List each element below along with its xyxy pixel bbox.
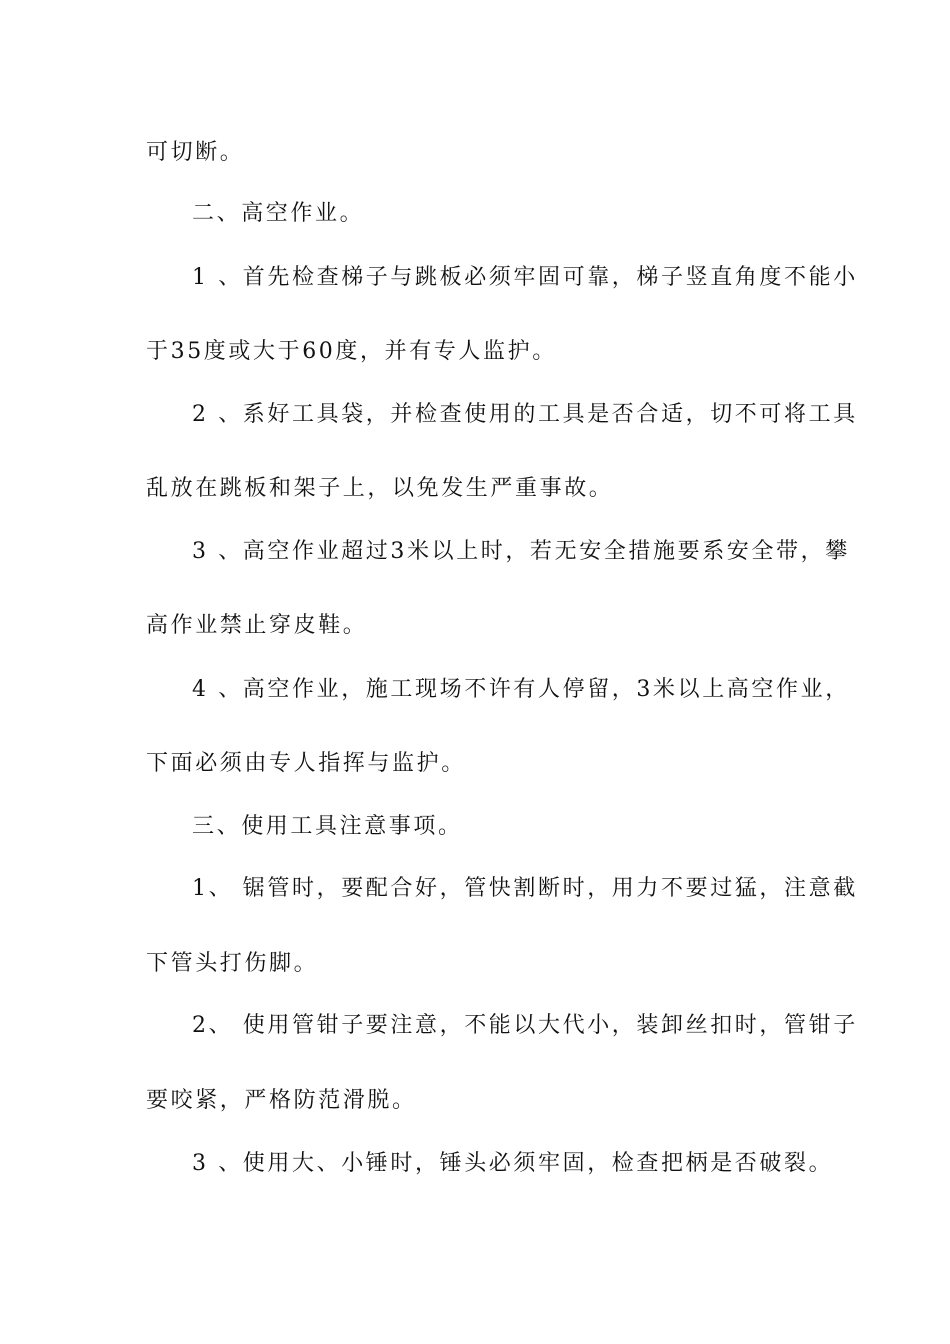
text-line: 可切断。 xyxy=(146,140,245,165)
text-line: 3 、高空作业超过3米以上时，若无安全措施要系安全带，攀 xyxy=(192,539,850,564)
section-heading: 二、高空作业。 xyxy=(192,201,365,226)
text-line: 乱放在跳板和架子上，以免发生严重事故。 xyxy=(146,476,614,501)
text-line: 2 、系好工具袋，并检查使用的工具是否合适，切不可将工具 xyxy=(192,402,858,427)
text-line: 4 、高空作业，施工现场不许有人停留，3米以上高空作业， xyxy=(192,677,850,702)
text-line: 3 、使用大、小锤时，锤头必须牢固，检查把柄是否破裂。 xyxy=(192,1151,834,1176)
text-line: 2、 使用管钳子要注意，不能以大代小，装卸丝扣时，管钳子 xyxy=(192,1013,858,1038)
text-line: 高作业禁止穿皮鞋。 xyxy=(146,613,368,638)
text-line: 1 、首先检查梯子与跳板必须牢固可靠，梯子竖直角度不能小 xyxy=(192,265,858,290)
text-line: 于35度或大于60度，并有专人监护。 xyxy=(146,339,557,364)
text-line: 下面必须由专人指挥与监护。 xyxy=(146,751,466,776)
section-heading: 三、使用工具注意事项。 xyxy=(192,814,463,839)
text-line: 1、 锯管时，要配合好，管快割断时，用力不要过猛，注意截 xyxy=(192,876,858,901)
text-line: 下管头打伤脚。 xyxy=(146,951,319,976)
text-line: 要咬紧，严格防范滑脱。 xyxy=(146,1088,417,1113)
